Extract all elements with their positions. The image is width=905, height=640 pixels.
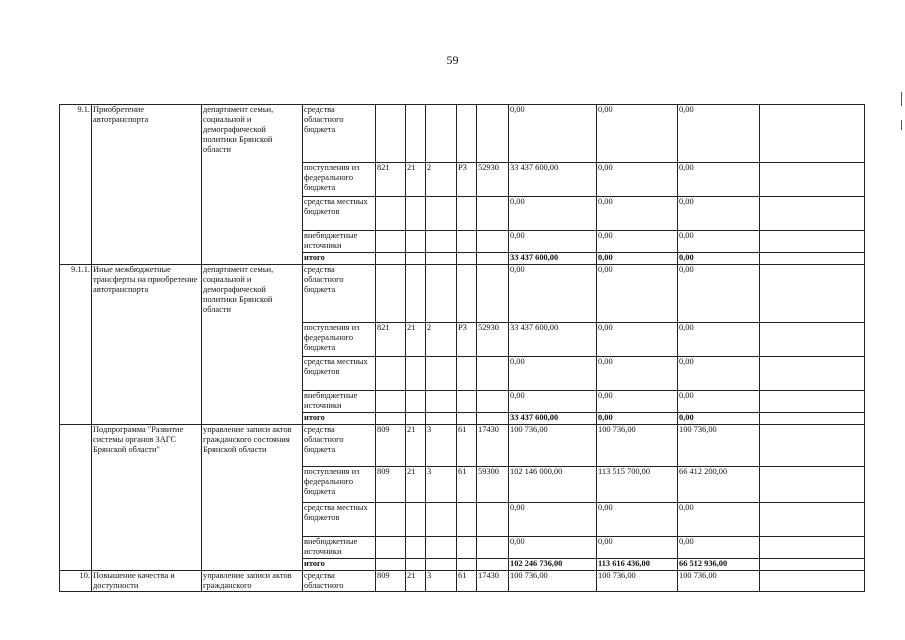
code-grbs [376,503,406,537]
code-pr: 2 [426,323,457,357]
code-pr [426,253,457,265]
funding-source: поступления из федерального бюджета [303,163,376,197]
code-cs-program: P3 [457,163,477,197]
amount-year-3: 0,00 [678,265,760,323]
funding-source: внебюджетные источники [303,231,376,253]
code-pr [426,559,457,571]
funding-source: итого [303,559,376,571]
funding-source: средства местных бюджетов [303,503,376,537]
scan-edge-mark [901,92,902,106]
code-rz [406,357,426,391]
amount-year-3: 100 736,00 [678,571,760,592]
amount-year-2: 0,00 [597,197,678,231]
code-cs-direction: 52930 [477,163,509,197]
budget-table [59,104,865,592]
notes-cell [760,163,865,197]
executor-name: управление записи актов гражданского состояния Брянской области [202,425,303,571]
code-cs-direction: 17430 [477,425,509,467]
amount-year-3: 100 736,00 [678,425,760,467]
code-grbs [376,105,406,163]
amount-year-1: 0,00 [509,231,597,253]
code-cs-direction [477,503,509,537]
code-grbs [376,197,406,231]
code-rz [406,265,426,323]
code-cs-direction [477,391,509,413]
amount-year-3: 0,00 [678,253,760,265]
code-cs-direction [477,105,509,163]
code-grbs [376,391,406,413]
code-rz [406,197,426,231]
funding-source: итого [303,253,376,265]
amount-year-1: 102 246 736,00 [509,559,597,571]
amount-year-1: 0,00 [509,197,597,231]
funding-source: средства областного бюджета [303,105,376,163]
code-rz: 21 [406,323,426,357]
code-cs-direction [477,197,509,231]
code-grbs [376,413,406,425]
code-cs-direction [477,253,509,265]
table-row [60,571,865,592]
amount-year-2: 113 515 700,00 [597,467,678,503]
code-rz [406,253,426,265]
code-cs-program: 61 [457,467,477,503]
amount-year-2: 100 736,00 [597,571,678,592]
code-grbs [376,231,406,253]
code-cs-direction: 59300 [477,467,509,503]
amount-year-1: 0,00 [509,357,597,391]
amount-year-1: 0,00 [509,265,597,323]
item-number: 9.1.1. [60,265,92,425]
code-grbs [376,357,406,391]
amount-year-1: 0,00 [509,391,597,413]
notes-cell [760,559,865,571]
amount-year-2: 113 616 436,00 [597,559,678,571]
item-name: Подпрограмма "Развитие системы органов ЗАГС Брянской области" [92,425,202,571]
code-rz [406,413,426,425]
funding-source: средства местных бюджетов [303,357,376,391]
amount-year-2: 0,00 [597,537,678,559]
amount-year-2: 100 736,00 [597,425,678,467]
amount-year-3: 0,00 [678,197,760,231]
code-cs-program [457,391,477,413]
code-rz [406,503,426,537]
executor-name: департамент семьи, социальной и демографической политики Брянской области [202,265,303,425]
code-pr [426,105,457,163]
code-cs-direction [477,231,509,253]
code-cs-program [457,253,477,265]
code-pr [426,391,457,413]
code-pr: 3 [426,467,457,503]
funding-source: поступления из федерального бюджета [303,323,376,357]
code-cs-program: P3 [457,323,477,357]
amount-year-3: 0,00 [678,163,760,197]
amount-year-3: 0,00 [678,323,760,357]
amount-year-2: 0,00 [597,231,678,253]
funding-source: средства областного бюджета [303,425,376,467]
code-pr: 3 [426,425,457,467]
code-pr [426,197,457,231]
amount-year-2: 0,00 [597,413,678,425]
code-grbs: 809 [376,571,406,592]
table-body [60,105,865,592]
amount-year-1: 33 437 600,00 [509,413,597,425]
amount-year-1: 33 437 600,00 [509,163,597,197]
notes-cell [760,467,865,503]
code-pr [426,503,457,537]
code-cs-direction [477,559,509,571]
amount-year-1: 100 736,00 [509,425,597,467]
table-row [60,105,865,163]
code-rz: 21 [406,571,426,592]
notes-cell [760,537,865,559]
item-number [60,425,92,571]
item-name: Приобретение автотранспорта [92,105,202,265]
funding-source: итого [303,413,376,425]
code-cs-direction [477,413,509,425]
amount-year-1: 0,00 [509,537,597,559]
amount-year-3: 0,00 [678,503,760,537]
page-number: 59 [446,53,459,67]
code-grbs: 821 [376,163,406,197]
code-cs-direction [477,357,509,391]
item-name: Иные межбюджетные трансферты на приобретение автотранспорта [92,265,202,425]
executor-name: департамент семьи, социальной и демографической политики Брянской области [202,105,303,265]
notes-cell [760,323,865,357]
code-pr: 2 [426,163,457,197]
code-pr [426,231,457,253]
code-grbs: 809 [376,467,406,503]
amount-year-1: 0,00 [509,105,597,163]
notes-cell [760,425,865,467]
code-pr [426,357,457,391]
code-rz: 21 [406,467,426,503]
item-number: 9.1. [60,105,92,265]
code-cs-program [457,559,477,571]
code-cs-direction [477,537,509,559]
code-cs-program: 61 [457,425,477,467]
code-cs-program [457,231,477,253]
amount-year-3: 0,00 [678,391,760,413]
item-number: 10. [60,571,92,592]
code-rz [406,391,426,413]
table-row [60,265,865,323]
item-name: Повышение качества и доступности [92,571,202,592]
code-cs-program [457,503,477,537]
notes-cell [760,503,865,537]
amount-year-3: 0,00 [678,105,760,163]
code-cs-program [457,357,477,391]
code-grbs [376,537,406,559]
amount-year-1: 33 437 600,00 [509,323,597,357]
notes-cell [760,265,865,323]
code-cs-program [457,537,477,559]
amount-year-2: 0,00 [597,357,678,391]
notes-cell [760,413,865,425]
code-rz: 21 [406,425,426,467]
code-cs-program [457,413,477,425]
funding-source: средства областного бюджета [303,265,376,323]
code-grbs: 809 [376,425,406,467]
code-rz [406,537,426,559]
notes-cell [760,105,865,163]
code-pr [426,265,457,323]
notes-cell [760,357,865,391]
scan-edge-mark [901,120,902,130]
amount-year-3: 0,00 [678,537,760,559]
code-grbs [376,265,406,323]
code-cs-direction: 17430 [477,571,509,592]
funding-source: поступления из федерального бюджета [303,467,376,503]
amount-year-1: 102 146 000,00 [509,467,597,503]
code-cs-direction [477,265,509,323]
notes-cell [760,253,865,265]
executor-name: управление записи актов гражданского [202,571,303,592]
notes-cell [760,197,865,231]
amount-year-3: 0,00 [678,357,760,391]
notes-cell [760,391,865,413]
code-grbs [376,559,406,571]
amount-year-1: 0,00 [509,503,597,537]
amount-year-3: 0,00 [678,231,760,253]
code-pr [426,537,457,559]
amount-year-2: 0,00 [597,253,678,265]
amount-year-3: 66 512 936,00 [678,559,760,571]
table-row [60,425,865,467]
code-cs-direction: 52930 [477,323,509,357]
amount-year-2: 0,00 [597,323,678,357]
code-cs-program [457,197,477,231]
amount-year-2: 0,00 [597,265,678,323]
code-grbs [376,253,406,265]
amount-year-3: 0,00 [678,413,760,425]
funding-source: средства местных бюджетов [303,197,376,231]
amount-year-2: 0,00 [597,105,678,163]
notes-cell [760,231,865,253]
amount-year-3: 66 412 200,00 [678,467,760,503]
code-rz [406,559,426,571]
code-pr: 3 [426,571,457,592]
funding-source: внебюджетные источники [303,537,376,559]
code-pr [426,413,457,425]
amount-year-2: 0,00 [597,391,678,413]
code-rz [406,105,426,163]
notes-cell [760,571,865,592]
amount-year-2: 0,00 [597,163,678,197]
code-grbs: 821 [376,323,406,357]
code-cs-program: 61 [457,571,477,592]
amount-year-1: 100 736,00 [509,571,597,592]
amount-year-1: 33 437 600,00 [509,253,597,265]
code-cs-program [457,105,477,163]
code-rz: 21 [406,163,426,197]
amount-year-2: 0,00 [597,503,678,537]
funding-source: средства областного [303,571,376,592]
code-rz [406,231,426,253]
code-cs-program [457,265,477,323]
funding-source: внебюджетные источники [303,391,376,413]
